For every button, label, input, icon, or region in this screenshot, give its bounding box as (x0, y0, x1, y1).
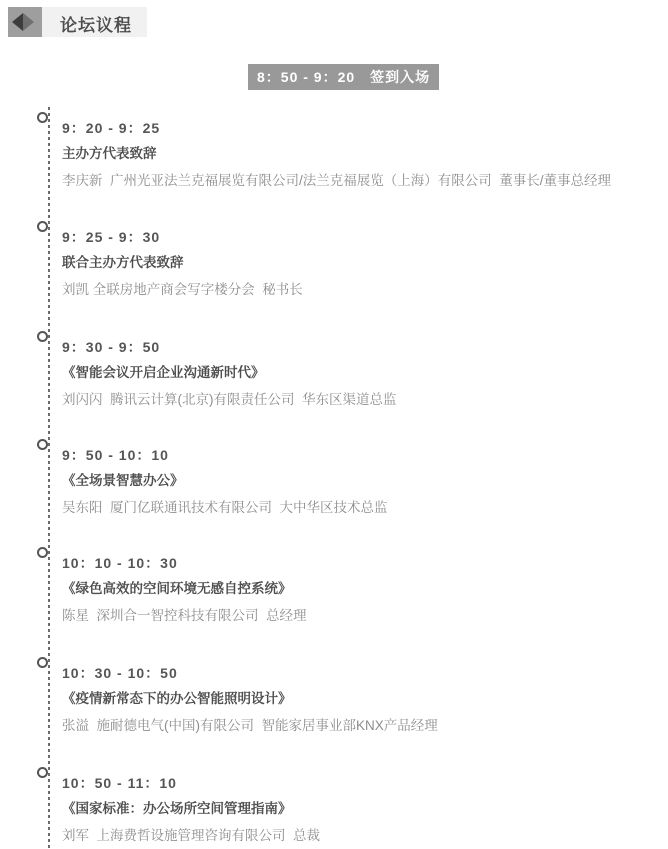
page-title: 论坛议程 (60, 16, 132, 35)
agenda-item (62, 448, 666, 515)
agenda-item-time: 9：30 - 9：50 (62, 339, 161, 355)
triangle-left-icon (12, 13, 23, 31)
agenda-item (62, 776, 666, 843)
session-badge: 8：50 - 9：20 签到入场 (248, 64, 439, 90)
agenda-item (62, 121, 666, 188)
agenda-item-time: 9：25 - 9：30 (62, 229, 161, 245)
agenda-item-speaker: 刘军 上海费哲设施管理咨询有限公司 总裁 (62, 828, 321, 843)
agenda-item-title: 《绿色高效的空间环境无感自控系统》 (62, 581, 292, 596)
agenda-item-speaker: 刘凯 全联房地产商会写字楼分会 秘书长 (62, 282, 303, 297)
agenda-item-speaker: 吴东阳 厦门亿联通讯技术有限公司 大中华区技术总监 (62, 500, 388, 515)
nav-arrows-icon[interactable] (8, 7, 42, 37)
triangle-right-icon (23, 13, 34, 31)
timeline-dot-icon (37, 547, 48, 558)
timeline-dot-icon (37, 657, 48, 668)
agenda-item-speaker: 张溢 施耐德电气(中国)有限公司 智能家居事业部KNX产品经理 (62, 718, 438, 733)
agenda-item-time: 10：10 - 10：30 (62, 555, 178, 571)
timeline-dot-icon (37, 767, 48, 778)
agenda-item-title: 主办方代表致辞 (62, 146, 157, 161)
agenda-item-speaker: 刘闪闪 腾讯云计算(北京)有限责任公司 华东区渠道总监 (62, 392, 397, 407)
timeline-dot-icon (37, 112, 48, 123)
agenda-item (62, 230, 666, 297)
agenda-item-time: 10：30 - 10：50 (62, 665, 178, 681)
timeline-dot-icon (37, 439, 48, 450)
agenda-item (62, 556, 666, 623)
agenda-item-title: 《国家标准：办公场所空间管理指南》 (62, 801, 292, 816)
timeline-dot-icon (37, 331, 48, 342)
agenda-item-time: 9：50 - 10：10 (62, 447, 169, 463)
agenda-item-title: 联合主办方代表致辞 (62, 255, 184, 270)
agenda-item-time: 9：20 - 9：25 (62, 120, 161, 136)
agenda-item-title: 《疫情新常态下的办公智能照明设计》 (62, 691, 292, 706)
timeline-dot-icon (37, 221, 48, 232)
timeline-line (48, 107, 50, 849)
agenda-item-title: 《全场景智慧办公》 (62, 473, 184, 488)
agenda-item-speaker: 李庆新 广州光亚法兰克福展览有限公司/法兰克福展览（上海）有限公司 董事长/董事总经理 (62, 173, 612, 188)
agenda-item-speaker: 陈星 深圳合一智控科技有限公司 总经理 (62, 608, 307, 623)
agenda-item-title: 《智能会议开启企业沟通新时代》 (62, 365, 265, 380)
agenda-item (62, 666, 666, 733)
agenda-item-time: 10：50 - 11：10 (62, 775, 177, 791)
agenda-item (62, 340, 666, 407)
